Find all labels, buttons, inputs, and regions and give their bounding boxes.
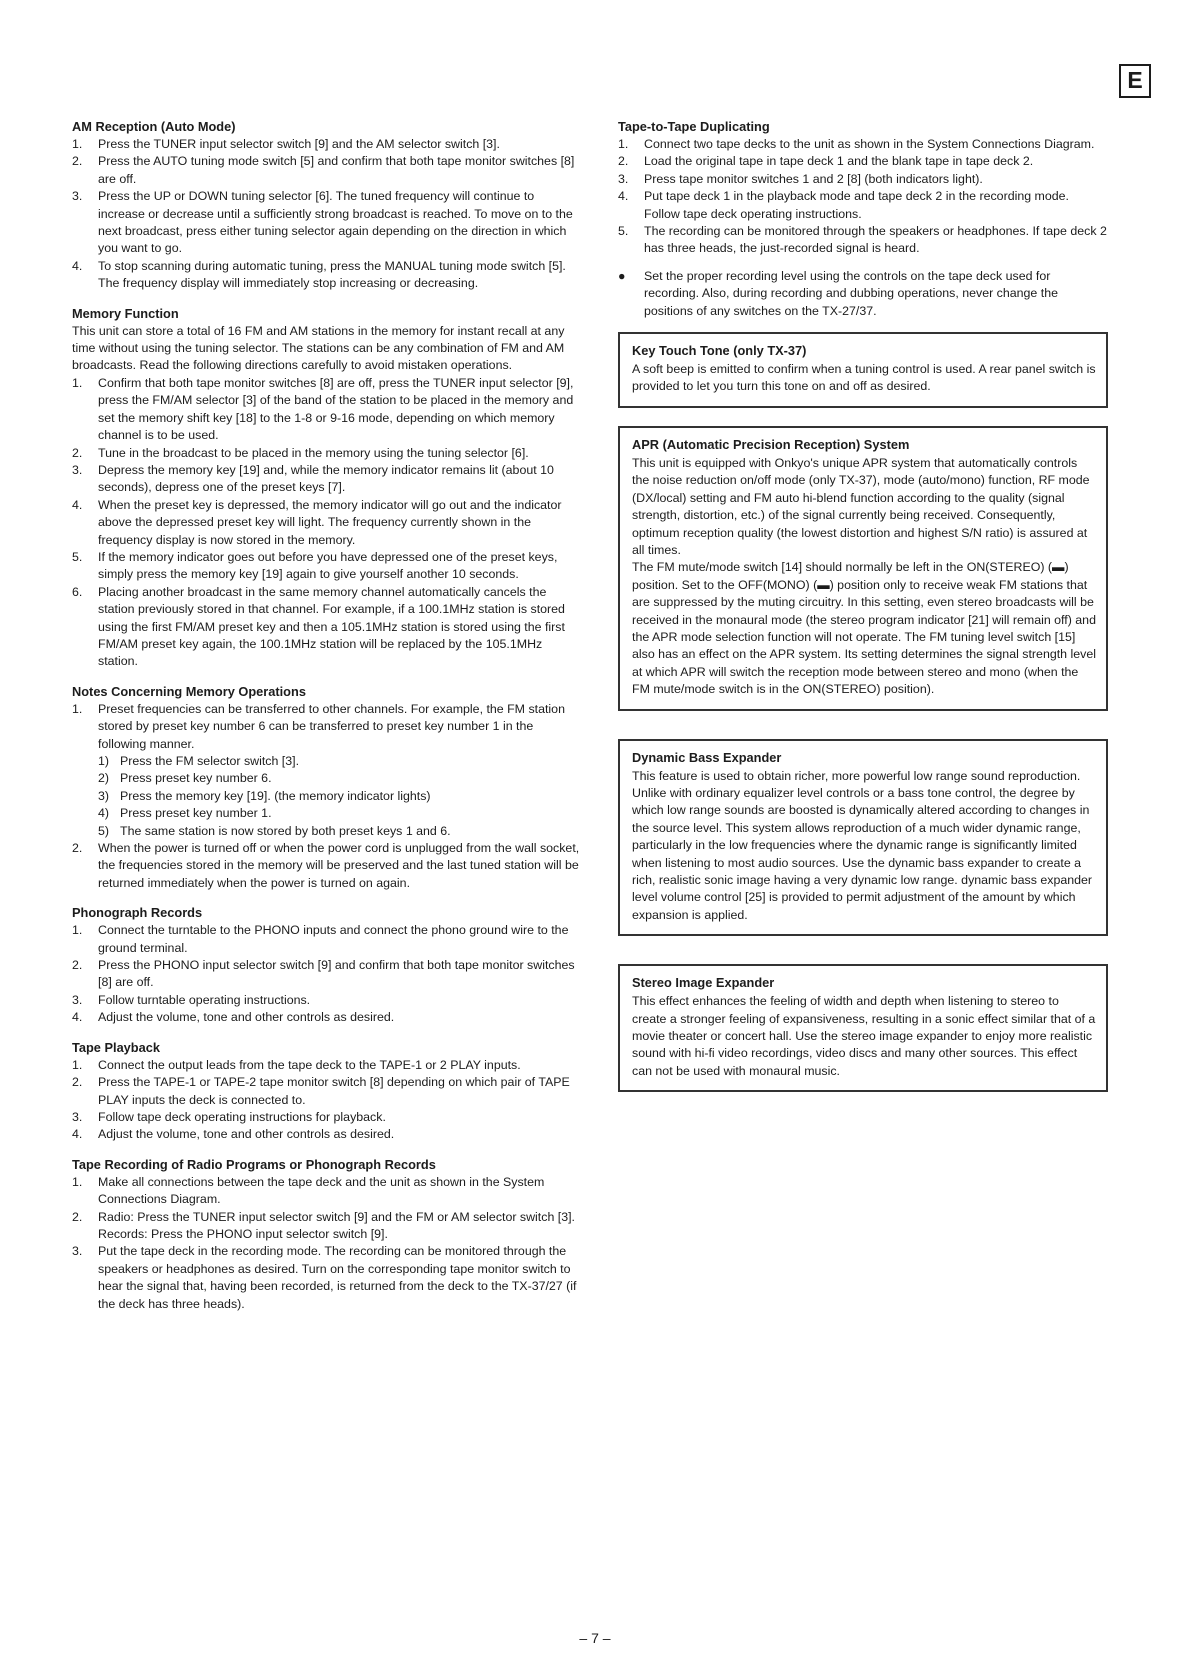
list-item: 5. If the memory indicator goes out before you have depressed one of the preset keys, simply press the memory key [19] again to give yourself another 10 seconds. — [72, 549, 558, 582]
list-item: 2. When the power is turned off or when the power cord is unplugged from the wall socket, the frequencies stored in the memory will be preserved and the last tuned station will be returned immediately when the power is turned on again. — [72, 841, 580, 890]
tape-playback-section — [72, 1039, 582, 1144]
records-instruction: Records: Press the PHONO input selector switch [9]. — [98, 1226, 388, 1241]
list-item: 3. Follow tape deck operating instructions for playback. — [72, 1109, 386, 1124]
box-text: This unit is equipped with Onkyo's unique APR system that automatically controls the noise reduction on/off mode (only TX-37), mode (auto/mono) function, RF mode (DX/local) setting and FM auto hi-blend function according to the quality (signal strength, distortion, etc.) of the signal currently being received. Consequently, optimum reception quality (the lowest distortion and highest S/N ratio) is assured at all times. — [632, 455, 1090, 557]
list-item: 4. Adjust the volume, tone and other controls as desired. — [72, 1127, 395, 1142]
sub-list-item: 4) Press preset key number 1. — [98, 806, 272, 821]
tape-recording-section — [72, 1156, 582, 1313]
list-item: 6. Placing another broadcast in the same memory channel automatically cancels the station previously stored in that channel. For example, if a 100.1MHz station is stored using the first FM/AM preset key and then a 105.1MHz station is stored using the first FM/AM preset key again, the 100.1MHz station will be replaced by the 105.1MHz station. — [72, 584, 565, 669]
list-item: 2. Load the original tape in tape deck 1 and the blank tape in tape deck 2. — [618, 154, 1034, 169]
section-title: Phonograph Records — [72, 905, 203, 921]
list-item: 3. Put the tape deck in the recording mode. The recording can be monitored through the speakers or headphones as desired. Turn on the corresponding tape monitor switch to hear the signal that, having been recorded, is returned from the deck to the TX-37/27 (if the deck has three heads). — [72, 1244, 577, 1311]
section-title: Memory Function — [72, 305, 179, 321]
section-title: Dynamic Bass Expander — [632, 749, 782, 765]
section-title: APR (Automatic Precision Reception) System — [632, 436, 910, 452]
section-title: Stereo Image Expander — [632, 975, 775, 991]
list-item: 3. Press the UP or DOWN tuning selector [6]. The tuned frequency will continue to increase or decrease until a sufficiently strong broadcast is reached. To move on to the next broadcast, press either tuning selector again depending on the direction in which you want to go. — [72, 189, 573, 256]
list-item: 3. Follow turntable operating instructions. — [72, 992, 311, 1007]
radio-instruction: Radio: Press the TUNER input selector switch [9] and the FM or AM selector switch [3]. — [98, 1209, 575, 1224]
tape-duplicating-section — [618, 118, 1108, 320]
language-badge: E — [1119, 64, 1151, 98]
list-item: 3. Depress the memory key [19] and, while the memory indicator remains lit (about 10 seconds), depress one of the preset keys [7]. — [72, 462, 554, 495]
intro-paragraph: This unit can store a total of 16 FM and AM stations in the memory for instant recall at any time without using the tuning selector. The stations can be any combination of FM and AM broadcasts. Read the following directions carefully to avoid mistaken operations. — [72, 323, 565, 373]
list-item: 4. Adjust the volume, tone and other controls as desired. — [72, 1010, 395, 1025]
stereo-image-expander-box — [618, 964, 1108, 1092]
list-item: 4. When the preset key is depressed, the memory indicator will go out and the indicator above the depressed preset key will light. The frequency currently shown in the frequency display is now stored in the memory. — [72, 497, 562, 547]
key-touch-tone-box — [618, 332, 1108, 408]
list-item: 1. Connect the output leads from the tape deck to the TAPE-1 or 2 PLAY inputs. — [72, 1057, 521, 1072]
list-item: 2. Press the AUTO tuning mode switch [5] and confirm that both tape monitor switches [8] are off. — [72, 154, 575, 186]
list-item: 1. Make all connections between the tape deck and the unit as shown in the System Connections Diagram. — [72, 1174, 545, 1207]
left-column — [72, 118, 582, 1325]
box-text: A soft beep is emitted to confirm when a tuning control is used. A rear panel switch is provided to let you turn this tone on and off as desired. — [632, 362, 1096, 394]
list-item: 1. Connect the turntable to the PHONO inputs and connect the phono ground wire to the ground terminal. — [72, 923, 569, 955]
list-item: 1. Preset frequencies can be transferred to other channels. For example, the FM station stored by preset key number 6 can be transferred to preset key number 1 in the following manner. 1) Press the FM selector switch [3]. 2) Press preset key number 6. 3) Press the memory key [19]. (the memory indicator lights) 4) Press preset key number 1. 5) The same station is now stored by both preset keys 1 and 6. — [72, 701, 582, 840]
box-text: This effect enhances the feeling of width and depth when listening to stereo to create a stronger feeling of expansiveness, resulting in a sonic effect similar that of a movie theater or concert hall. Use the stereo image expander to enjoy more realistic sound with hi-fi video recordings, video discs and many other sources. This effect can not be used with monaural music. — [632, 994, 1096, 1078]
box-text: This feature is used to obtain richer, more powerful low range sound reproduction. Unlike with ordinary equalizer level controls or a bass tone control, the degree by which low range sounds are boosted is dynamically altered according to changes in the source level. This system allows reproduction of a much wider dynamic range, particularly in the low frequencies where the dynamic range is significantly limited when listening to most audio sources. Use the dynamic bass expander to create a rich, realistic sonic image having a very dynamic low range. dynamic bass expander level volume control [25] is provided to permit adjustment of the amount by which expansion is applied. — [632, 768, 1093, 922]
memory-function-section — [72, 305, 582, 671]
sub-list-item: 1) Press the FM selector switch [3]. — [98, 754, 300, 768]
right-column — [618, 118, 1108, 1110]
page-number: – 7 – — [579, 1630, 611, 1646]
sub-list-item: 5) The same station is now stored by both preset keys 1 and 6. — [98, 823, 451, 838]
bullet-icon: ● — [618, 268, 626, 283]
list-item: 1. Confirm that both tape monitor switches [8] are off, press the TUNER input selector [9], press the FM/AM selector [3] of the band of the station to be placed in the memory and set the memory shift key [18] to the 1-8 or 9-16 mode, depending on which memory channel is to be used. — [72, 375, 574, 443]
section-title: Tape Playback — [72, 1039, 160, 1055]
section-title: AM Reception (Auto Mode) — [72, 119, 236, 134]
bullet-note: ● Set the proper recording level using the controls on the tape deck used for recording. Also, during recording and dubbing operations, never change the positions of any switches on the TX-27/37. — [618, 268, 1058, 318]
list-item: 2. Press the TAPE-1 or TAPE-2 tape monitor switch [8] depending on which pair of TAPE PLAY inputs the deck is connected to. — [72, 1075, 570, 1107]
memory-notes-section — [72, 683, 582, 892]
list-item: 2. Press the PHONO input selector switch [9] and confirm that both tape monitor switches [8] are off. — [72, 958, 575, 990]
phonograph-section — [72, 904, 582, 1026]
list-item: 4. To stop scanning during automatic tuning, press the MANUAL tuning mode switch [5]. The frequency display will immediately stop increasing or decreasing. — [72, 258, 566, 291]
list-item: 2. Radio: Press the TUNER input selector switch [9] and the FM or AM selector switch [3]. Records: Press the PHONO input selector switch [9]. — [72, 1209, 582, 1244]
list-item: 1. Connect two tape decks to the unit as shown in the System Connections Diagram. — [618, 137, 1095, 151]
list-item: 2. Tune in the broadcast to be placed in the memory using the tuning selector [6]. — [72, 445, 529, 460]
sub-list-item: 3) Press the memory key [19]. (the memory indicator lights) — [98, 788, 431, 803]
dynamic-bass-expander-box — [618, 739, 1108, 937]
section-title: Notes Concerning Memory Operations — [72, 683, 306, 699]
box-text: The FM mute/mode switch [14] should normally be left in the ON(STEREO) (▬) position. Set to the OFF(MONO) (▬) position only to receive weak FM stations that are suppressed by the muting circuitry. In this setting, even stereo broadcasts will be received in the monaural mode (the stereo program indicator [21] will remain off) and the APR mode selection function will not operate. The FM tuning level switch [15] also has an effect on the APR system. Its setting determines the signal strength level at which APR will switch the reception mode between stereo and mono (when the FM mute/mode switch is in the ON(STEREO) position). — [632, 560, 1096, 697]
am-reception-section — [72, 118, 582, 293]
list-item: 5. The recording can be monitored through the speakers or headphones. If tape deck 2 has three heads, the just-recorded signal is heard. — [618, 224, 1107, 256]
section-title: Tape-to-Tape Duplicating — [618, 119, 770, 134]
sub-list-item: 2) Press preset key number 6. — [98, 771, 272, 786]
section-title: Key Touch Tone (only TX-37) — [632, 343, 807, 359]
list-item: 1. Press the TUNER input selector switch [9] and the AM selector switch [3]. — [72, 137, 500, 151]
section-title: Tape Recording of Radio Programs or Phonograph Records — [72, 1156, 436, 1172]
apr-system-box — [618, 426, 1108, 711]
list-item: 3. Press tape monitor switches 1 and 2 [8] (both indicators light). — [618, 171, 983, 186]
list-item: 4. Put tape deck 1 in the playback mode and tape deck 2 in the recording mode. Follow tape deck operating instructions. — [618, 189, 1069, 221]
